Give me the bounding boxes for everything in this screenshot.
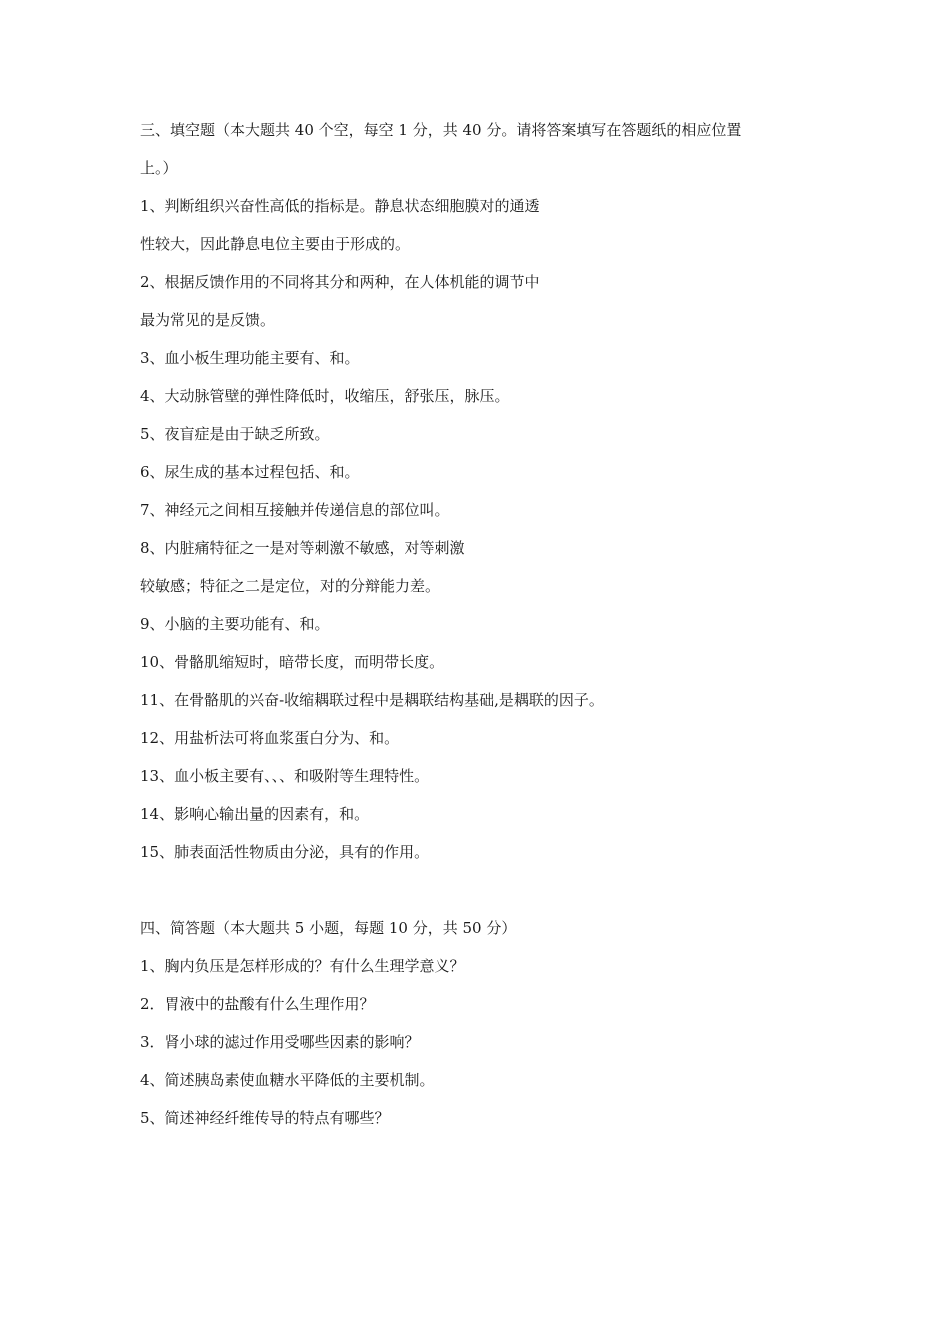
question-line: 性较大，因此静息电位主要由于形成的。 [140,235,411,253]
question-line: 1、判断组织兴奋性高低的指标是。静息状态细胞膜对的通透 [140,197,540,215]
section-heading: 三、填空题（本大题共 40 个空，每空 1 分，共 40 分。请将答案填写在答题纸的相应位置 [140,121,742,139]
exam-page [140,120,820,1146]
question-line: 11、在骨骼肌的兴奋-收缩耦联过程中是耦联结构基础,是耦联的因子。 [140,691,604,709]
question-line: 2．胃液中的盐酸有什么生理作用？ [140,995,375,1013]
question-line: 4、简述胰岛素使血糖水平降低的主要机制。 [140,1071,435,1089]
question-line: 5、夜盲症是由于缺乏所致。 [140,425,330,443]
question-line: 3、血小板生理功能主要有、和。 [140,349,360,367]
question-line: 最为常见的是反馈。 [140,311,276,329]
question-line: 5、简述神经纤维传导的特点有哪些？ [140,1109,390,1127]
question-line: 较敏感；特征之二是定位，对的分辩能力差。 [140,577,441,595]
question-line: 10、骨骼肌缩短时，暗带长度，而明带长度。 [140,653,445,671]
question-line: 1、胸内负压是怎样形成的？有什么生理学意义？ [140,957,465,975]
question-line: 2、根据反馈作用的不同将其分和两种，在人体机能的调节中 [140,273,540,291]
question-line: 14、影响心输出量的因素有，和。 [140,805,370,823]
section-fill-in-blank [140,120,820,862]
section-heading: 四、简答题（本大题共 5 小题，每题 10 分，共 50 分） [140,919,517,937]
question-line: 12、用盐析法可将血浆蛋白分为、和。 [140,729,400,747]
question-line: 7、神经元之间相互接触并传递信息的部位叫。 [140,501,450,519]
section-spacer [140,880,820,918]
question-line: 15、肺表面活性物质由分泌，具有的作用。 [140,843,430,861]
question-line: 4、大动脉管壁的弹性降低时，收缩压，舒张压，脉压。 [140,387,510,405]
question-line: 8、内脏痛特征之一是对等刺激不敏感，对等刺激 [140,539,465,557]
question-line: 6、尿生成的基本过程包括、和。 [140,463,360,481]
section-heading-continued: 上。） [140,159,178,177]
question-line: 13、血小板主要有、、、和吸附等生理特性。 [140,767,430,785]
question-line: 9、小脑的主要功能有、和。 [140,615,330,633]
section-short-answer [140,918,820,1128]
question-line: 3．肾小球的滤过作用受哪些因素的影响？ [140,1033,420,1051]
